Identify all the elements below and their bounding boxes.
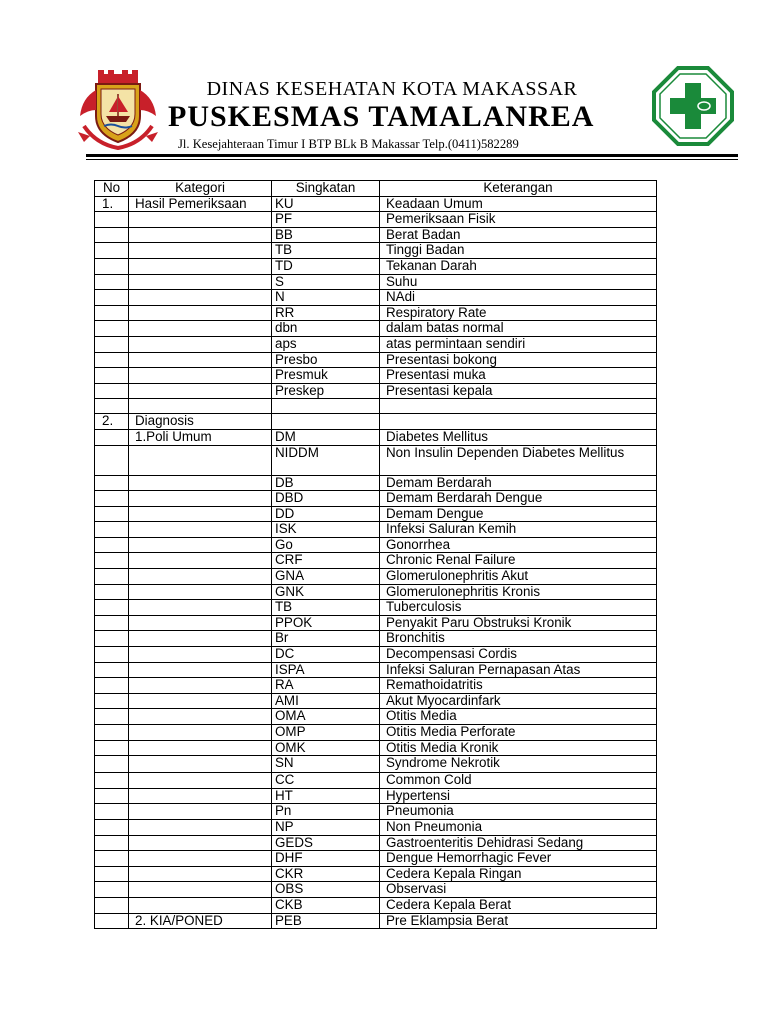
agency-name: DINAS KESEHATAN KOTA MAKASSAR (206, 78, 578, 100)
row-description: Presentasi bokong (380, 352, 657, 368)
row-abbreviation: BB (272, 227, 380, 243)
row-number (95, 227, 129, 243)
table-header-row (95, 181, 657, 197)
row-description: atas permintaan sendiri (380, 336, 657, 352)
row-number (95, 600, 129, 616)
row-category: Hasil Pemeriksaan (129, 196, 272, 212)
row-number (95, 305, 129, 321)
row-category (129, 399, 272, 414)
table-row (95, 773, 657, 789)
row-number (95, 819, 129, 835)
row-description: NAdi (380, 290, 657, 306)
row-description: Keadaan Umum (380, 196, 657, 212)
row-description: Pre Eklampsia Berat (380, 913, 657, 929)
table-row (95, 740, 657, 756)
row-abbreviation: GEDS (272, 835, 380, 851)
row-number (95, 866, 129, 882)
row-abbreviation: TB (272, 243, 380, 259)
row-abbreviation: TD (272, 258, 380, 274)
row-description: Diabetes Mellitus (380, 429, 657, 445)
row-category (129, 522, 272, 538)
letterhead-rule-thick (86, 154, 738, 157)
row-abbreviation: ISPA (272, 662, 380, 678)
row-category (129, 851, 272, 867)
row-abbreviation: OBS (272, 882, 380, 898)
row-category (129, 693, 272, 709)
table-row (95, 445, 657, 475)
table-row (95, 196, 657, 212)
row-abbreviation: DC (272, 647, 380, 663)
row-description: Common Cold (380, 773, 657, 789)
row-category (129, 491, 272, 507)
row-description: Gastroenteritis Dehidrasi Sedang (380, 835, 657, 851)
row-description: Demam Dengue (380, 506, 657, 522)
table-row (95, 383, 657, 399)
table-row (95, 756, 657, 773)
row-abbreviation: DBD (272, 491, 380, 507)
row-description: Tekanan Darah (380, 258, 657, 274)
row-abbreviation: CKR (272, 866, 380, 882)
table-row (95, 352, 657, 368)
row-description: Gonorrhea (380, 537, 657, 553)
column-header-kategori: Kategori (129, 181, 272, 197)
row-abbreviation: Go (272, 537, 380, 553)
row-number (95, 851, 129, 867)
row-abbreviation: dbn (272, 321, 380, 337)
abbreviation-table (94, 180, 657, 929)
row-category (129, 804, 272, 820)
table-row (95, 913, 657, 929)
row-number (95, 569, 129, 585)
table-row (95, 678, 657, 694)
table-row (95, 866, 657, 882)
table-row (95, 414, 657, 430)
row-category (129, 725, 272, 741)
row-abbreviation: AMI (272, 693, 380, 709)
row-description: Pemeriksaan Fisik (380, 212, 657, 228)
row-abbreviation: HT (272, 788, 380, 804)
row-description: Cedera Kepala Berat (380, 897, 657, 913)
row-category (129, 321, 272, 337)
row-number (95, 522, 129, 538)
row-number: 2. (95, 414, 129, 430)
row-number (95, 788, 129, 804)
row-description: Presentasi muka (380, 368, 657, 384)
table-row (95, 243, 657, 259)
table-row (95, 274, 657, 290)
row-abbreviation: aps (272, 336, 380, 352)
row-category (129, 274, 272, 290)
row-description: Glomerulonephritis Akut (380, 569, 657, 585)
table-row (95, 647, 657, 663)
row-number (95, 274, 129, 290)
row-abbreviation: PF (272, 212, 380, 228)
table-row (95, 506, 657, 522)
table-row (95, 475, 657, 491)
table-row (95, 227, 657, 243)
row-category (129, 506, 272, 522)
row-category (129, 631, 272, 647)
row-number (95, 804, 129, 820)
row-abbreviation: CC (272, 773, 380, 789)
row-abbreviation: OMK (272, 740, 380, 756)
row-abbreviation: PEB (272, 913, 380, 929)
table-row (95, 522, 657, 538)
row-description: Non Insulin Dependen Diabetes Mellitus (380, 445, 657, 475)
row-number (95, 615, 129, 631)
puskesmas-logo-icon (652, 66, 734, 146)
row-category: 1.Poli Umum (129, 429, 272, 445)
row-abbreviation: KU (272, 196, 380, 212)
table-row (95, 290, 657, 306)
row-abbreviation: Preskep (272, 383, 380, 399)
row-description: Dengue Hemorrhagic Fever (380, 851, 657, 867)
row-number (95, 506, 129, 522)
row-number (95, 537, 129, 553)
row-description (380, 414, 657, 430)
row-category (129, 600, 272, 616)
table-row (95, 662, 657, 678)
row-description: Decompensasi Cordis (380, 647, 657, 663)
row-abbreviation: Pn (272, 804, 380, 820)
row-number (95, 399, 129, 414)
row-number (95, 445, 129, 475)
row-category (129, 773, 272, 789)
row-abbreviation: CRF (272, 553, 380, 569)
row-description: Bronchitis (380, 631, 657, 647)
column-header-keterangan: Keterangan (380, 181, 657, 197)
row-abbreviation: DB (272, 475, 380, 491)
column-header-singkatan: Singkatan (272, 181, 380, 197)
row-number (95, 897, 129, 913)
row-number (95, 258, 129, 274)
row-abbreviation: NIDDM (272, 445, 380, 475)
letterhead-text (168, 78, 628, 152)
row-number (95, 709, 129, 725)
row-category (129, 352, 272, 368)
row-number (95, 740, 129, 756)
row-abbreviation: RA (272, 678, 380, 694)
row-number (95, 290, 129, 306)
row-description: Tuberculosis (380, 600, 657, 616)
row-description: Infeksi Saluran Kemih (380, 522, 657, 538)
row-description: Akut Myocardinfark (380, 693, 657, 709)
table-row (95, 553, 657, 569)
row-abbreviation: Presbo (272, 352, 380, 368)
makassar-city-emblem-icon (76, 70, 160, 152)
row-number (95, 756, 129, 773)
row-description: Presentasi kepala (380, 383, 657, 399)
table-row (95, 897, 657, 913)
row-category (129, 709, 272, 725)
institution-title: PUSKESMAS TAMALANREA (168, 100, 595, 133)
row-number (95, 352, 129, 368)
row-number (95, 725, 129, 741)
row-abbreviation (272, 399, 380, 414)
row-abbreviation: DHF (272, 851, 380, 867)
row-category (129, 647, 272, 663)
table-row (95, 537, 657, 553)
row-description: Otitis Media Perforate (380, 725, 657, 741)
row-category (129, 756, 272, 773)
table-row (95, 600, 657, 616)
row-abbreviation: SN (272, 756, 380, 773)
table-row (95, 819, 657, 835)
table-body (95, 196, 657, 929)
row-category (129, 212, 272, 228)
row-category (129, 882, 272, 898)
row-description: Otitis Media Kronik (380, 740, 657, 756)
row-category (129, 227, 272, 243)
row-number (95, 882, 129, 898)
row-abbreviation: PPOK (272, 615, 380, 631)
row-description: Syndrome Nekrotik (380, 756, 657, 773)
table-row (95, 258, 657, 274)
row-abbreviation: GNA (272, 569, 380, 585)
row-number (95, 429, 129, 445)
row-description: Respiratory Rate (380, 305, 657, 321)
row-description: Cedera Kepala Ringan (380, 866, 657, 882)
row-number (95, 662, 129, 678)
row-category (129, 835, 272, 851)
row-category (129, 897, 272, 913)
table-row (95, 569, 657, 585)
table-row (95, 851, 657, 867)
row-number (95, 835, 129, 851)
table-row (95, 305, 657, 321)
row-abbreviation: ISK (272, 522, 380, 538)
row-category (129, 866, 272, 882)
row-category (129, 615, 272, 631)
row-category (129, 383, 272, 399)
row-description: Chronic Renal Failure (380, 553, 657, 569)
table-row (95, 725, 657, 741)
row-number (95, 631, 129, 647)
table-row (95, 709, 657, 725)
letterhead-rule-thin (86, 159, 738, 160)
table-row (95, 368, 657, 384)
row-category (129, 678, 272, 694)
row-description: Non Pneumonia (380, 819, 657, 835)
row-number (95, 647, 129, 663)
row-number (95, 584, 129, 600)
letterhead (0, 0, 768, 170)
row-category (129, 569, 272, 585)
row-category (129, 537, 272, 553)
row-category (129, 662, 272, 678)
table-row (95, 399, 657, 414)
row-description: Hypertensi (380, 788, 657, 804)
row-abbreviation (272, 414, 380, 430)
row-description: Berat Badan (380, 227, 657, 243)
row-number (95, 773, 129, 789)
row-description: Infeksi Saluran Pernapasan Atas (380, 662, 657, 678)
row-category (129, 336, 272, 352)
row-description: Otitis Media (380, 709, 657, 725)
table-row (95, 804, 657, 820)
row-description: Demam Berdarah Dengue (380, 491, 657, 507)
row-description: Observasi (380, 882, 657, 898)
row-category (129, 368, 272, 384)
table-row (95, 788, 657, 804)
row-number (95, 913, 129, 929)
row-description: Suhu (380, 274, 657, 290)
row-number (95, 475, 129, 491)
row-number (95, 212, 129, 228)
table-row (95, 693, 657, 709)
row-number (95, 336, 129, 352)
row-abbreviation: OMP (272, 725, 380, 741)
row-abbreviation: DM (272, 429, 380, 445)
row-category (129, 243, 272, 259)
row-description (380, 399, 657, 414)
row-number (95, 321, 129, 337)
row-abbreviation: N (272, 290, 380, 306)
table-row (95, 615, 657, 631)
row-category (129, 819, 272, 835)
row-abbreviation: Br (272, 631, 380, 647)
row-category: Diagnosis (129, 414, 272, 430)
row-category (129, 305, 272, 321)
row-abbreviation: OMA (272, 709, 380, 725)
row-abbreviation: GNK (272, 584, 380, 600)
row-description: Pneumonia (380, 804, 657, 820)
row-category (129, 553, 272, 569)
row-description: Glomerulonephritis Kronis (380, 584, 657, 600)
row-abbreviation: Presmuk (272, 368, 380, 384)
table-row (95, 491, 657, 507)
institution-address: Jl. Kesejahteraan Timur I BTP BLk B Makassar Telp.(0411)582289 (178, 137, 519, 151)
row-category (129, 445, 272, 475)
row-number (95, 678, 129, 694)
row-description: Demam Berdarah (380, 475, 657, 491)
row-category (129, 258, 272, 274)
row-category (129, 290, 272, 306)
table-row (95, 336, 657, 352)
row-abbreviation: TB (272, 600, 380, 616)
table-row (95, 631, 657, 647)
table-row (95, 584, 657, 600)
row-number (95, 693, 129, 709)
row-number: 1. (95, 196, 129, 212)
row-category (129, 740, 272, 756)
row-category (129, 475, 272, 491)
row-number (95, 553, 129, 569)
row-number (95, 491, 129, 507)
row-number (95, 243, 129, 259)
row-number (95, 368, 129, 384)
table-row (95, 882, 657, 898)
row-abbreviation: CKB (272, 897, 380, 913)
table-row (95, 429, 657, 445)
row-number (95, 383, 129, 399)
row-category (129, 788, 272, 804)
row-abbreviation: NP (272, 819, 380, 835)
table-row (95, 212, 657, 228)
table-row (95, 321, 657, 337)
row-abbreviation: DD (272, 506, 380, 522)
row-description: Remathoidatritis (380, 678, 657, 694)
row-category: 2. KIA/PONED (129, 913, 272, 929)
table-row (95, 835, 657, 851)
row-description: Penyakit Paru Obstruksi Kronik (380, 615, 657, 631)
row-category (129, 584, 272, 600)
row-description: Tinggi Badan (380, 243, 657, 259)
row-abbreviation: RR (272, 305, 380, 321)
column-header-no: No (95, 181, 129, 197)
row-abbreviation: S (272, 274, 380, 290)
row-description: dalam batas normal (380, 321, 657, 337)
